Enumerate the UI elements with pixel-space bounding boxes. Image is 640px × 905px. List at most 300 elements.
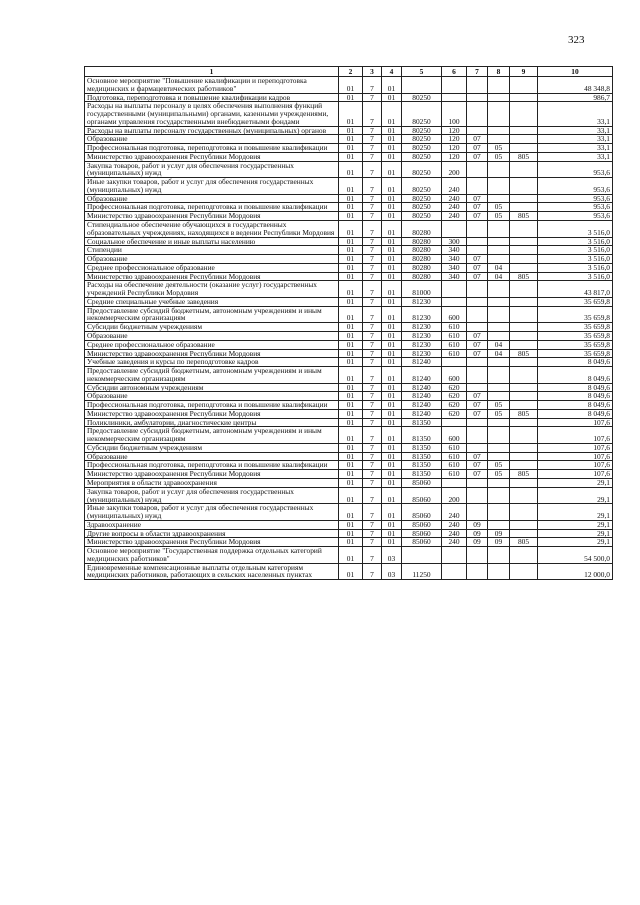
- row-code-cell: 85060: [402, 538, 442, 547]
- row-code-cell: 01: [339, 102, 363, 126]
- row-code-cell: 01: [339, 427, 363, 444]
- table-row: [85, 538, 613, 547]
- row-code-cell: 01: [339, 135, 363, 144]
- row-code-cell: 7: [363, 135, 382, 144]
- row-code-cell: 7: [363, 331, 382, 340]
- row-code-cell: 7: [363, 409, 382, 418]
- row-code-cell: 80250: [402, 126, 442, 135]
- row-code-cell: 01: [382, 461, 402, 470]
- row-code-cell: 05: [488, 203, 510, 212]
- budget-table: [84, 66, 613, 580]
- row-code-cell: 7: [363, 272, 382, 281]
- row-code-cell: 7: [363, 349, 382, 358]
- row-code-cell: [488, 93, 510, 102]
- row-code-cell: 81230: [402, 331, 442, 340]
- table-row: [85, 470, 613, 479]
- table-row: [85, 392, 613, 401]
- row-code-cell: [510, 383, 538, 392]
- row-code-cell: 05: [488, 212, 510, 221]
- row-code-cell: 07: [467, 263, 488, 272]
- row-code-cell: [442, 418, 467, 427]
- row-code-cell: 01: [339, 547, 363, 564]
- row-code-cell: 01: [382, 367, 402, 384]
- row-code-cell: 80280: [402, 237, 442, 246]
- row-code-cell: 07: [467, 461, 488, 470]
- row-code-cell: [467, 77, 488, 94]
- table-row: [85, 203, 613, 212]
- row-code-cell: 240: [442, 178, 467, 195]
- row-code-cell: 01: [382, 306, 402, 323]
- row-code-cell: 07: [467, 203, 488, 212]
- row-code-cell: 01: [339, 272, 363, 281]
- row-name-cell: Мероприятия в области здравоохранения: [85, 478, 339, 487]
- row-code-cell: 7: [363, 367, 382, 384]
- row-code-cell: 81230: [402, 297, 442, 306]
- row-code-cell: 7: [363, 297, 382, 306]
- column-header: 7: [467, 67, 488, 77]
- row-code-cell: 01: [382, 383, 402, 392]
- row-code-cell: 7: [363, 93, 382, 102]
- row-code-cell: 7: [363, 418, 382, 427]
- row-code-cell: [510, 452, 538, 461]
- row-code-cell: 01: [382, 487, 402, 504]
- row-amount-cell: 29,1: [538, 478, 613, 487]
- row-name-cell: Профессиональная подготовка, переподготовка и повышение квалификации: [85, 461, 339, 470]
- row-amount-cell: 107,6: [538, 452, 613, 461]
- row-code-cell: 81240: [402, 383, 442, 392]
- table-row: [85, 478, 613, 487]
- row-code-cell: 805: [510, 272, 538, 281]
- table-row: [85, 504, 613, 521]
- row-code-cell: 7: [363, 443, 382, 452]
- page-number: 323: [568, 34, 585, 46]
- row-code-cell: 09: [467, 529, 488, 538]
- row-code-cell: [510, 358, 538, 367]
- row-code-cell: 01: [382, 478, 402, 487]
- row-code-cell: 7: [363, 144, 382, 153]
- row-code-cell: 80250: [402, 135, 442, 144]
- row-code-cell: 05: [488, 152, 510, 161]
- row-code-cell: 01: [339, 221, 363, 238]
- row-name-cell: Основное мероприятие "Повышение квалификации и переподготовка медицинских и фармацевтических работников": [85, 77, 339, 94]
- row-code-cell: 200: [442, 487, 467, 504]
- table-row: [85, 427, 613, 444]
- row-code-cell: [488, 126, 510, 135]
- row-code-cell: 80250: [402, 102, 442, 126]
- row-code-cell: [488, 281, 510, 298]
- row-code-cell: 01: [382, 272, 402, 281]
- row-code-cell: 07: [467, 409, 488, 418]
- row-code-cell: 01: [339, 487, 363, 504]
- table-row: [85, 212, 613, 221]
- row-name-cell: Предоставление субсидий бюджетным, автономным учреждениям и иным некоммерческим организациям: [85, 306, 339, 323]
- table-row: [85, 529, 613, 538]
- row-code-cell: 01: [382, 194, 402, 203]
- row-code-cell: [467, 487, 488, 504]
- row-code-cell: [510, 401, 538, 410]
- row-code-cell: [510, 367, 538, 384]
- row-name-cell: Среднее профессиональное образование: [85, 340, 339, 349]
- row-name-cell: Основное мероприятие "Государственная поддержка отдельных категорий медицинских работников": [85, 547, 339, 564]
- table-row: [85, 178, 613, 195]
- row-code-cell: [510, 263, 538, 272]
- row-code-cell: 80250: [402, 152, 442, 161]
- row-name-cell: Образование: [85, 331, 339, 340]
- row-amount-cell: 33,1: [538, 144, 613, 153]
- row-amount-cell: 3 516,0: [538, 221, 613, 238]
- row-amount-cell: 35 659,8: [538, 297, 613, 306]
- row-code-cell: 340: [442, 263, 467, 272]
- row-code-cell: 7: [363, 461, 382, 470]
- row-code-cell: [488, 102, 510, 126]
- row-code-cell: [488, 367, 510, 384]
- row-code-cell: [488, 487, 510, 504]
- row-name-cell: Учебные заведения и курсы по переподготовке кадров: [85, 358, 339, 367]
- row-code-cell: 07: [467, 392, 488, 401]
- row-code-cell: [488, 563, 510, 580]
- row-code-cell: [510, 255, 538, 264]
- row-amount-cell: 43 817,0: [538, 281, 613, 298]
- row-code-cell: 100: [442, 102, 467, 126]
- row-code-cell: 01: [382, 340, 402, 349]
- row-amount-cell: 953,6: [538, 212, 613, 221]
- row-code-cell: 7: [363, 323, 382, 332]
- row-code-cell: 07: [467, 401, 488, 410]
- row-code-cell: [402, 77, 442, 94]
- row-code-cell: 07: [467, 349, 488, 358]
- row-code-cell: 81230: [402, 323, 442, 332]
- row-code-cell: 600: [442, 427, 467, 444]
- table-row: [85, 461, 613, 470]
- row-code-cell: [467, 161, 488, 178]
- row-code-cell: [510, 392, 538, 401]
- table-row: [85, 349, 613, 358]
- table-row: [85, 340, 613, 349]
- row-code-cell: 805: [510, 409, 538, 418]
- row-code-cell: 7: [363, 255, 382, 264]
- row-code-cell: 7: [363, 203, 382, 212]
- row-code-cell: 7: [363, 237, 382, 246]
- row-name-cell: Расходы на обеспечение деятельности (оказание услуг) государственных учреждений Республики Мордовия: [85, 281, 339, 298]
- row-code-cell: [467, 178, 488, 195]
- row-name-cell: Министерство здравоохранения Республики Мордовия: [85, 152, 339, 161]
- row-name-cell: Министерство здравоохранения Республики Мордовия: [85, 470, 339, 479]
- row-name-cell: Поликлиники, амбулатории, диагностические центры: [85, 418, 339, 427]
- row-code-cell: [467, 102, 488, 126]
- table-row: [85, 237, 613, 246]
- row-code-cell: 01: [382, 246, 402, 255]
- row-code-cell: 01: [382, 358, 402, 367]
- row-code-cell: [467, 93, 488, 102]
- column-header: 5: [402, 67, 442, 77]
- row-name-cell: Другие вопросы в области здравоохранения: [85, 529, 339, 538]
- row-code-cell: 80250: [402, 161, 442, 178]
- row-amount-cell: 3 516,0: [538, 272, 613, 281]
- row-amount-cell: 33,1: [538, 126, 613, 135]
- row-code-cell: 01: [382, 392, 402, 401]
- row-code-cell: 7: [363, 306, 382, 323]
- row-code-cell: 7: [363, 77, 382, 94]
- row-code-cell: 01: [382, 529, 402, 538]
- row-code-cell: 07: [467, 152, 488, 161]
- table-row: [85, 520, 613, 529]
- row-name-cell: Иные закупки товаров, работ и услуг для обеспечения государственных (муниципальных) нужд: [85, 178, 339, 195]
- row-amount-cell: 48 348,8: [538, 77, 613, 94]
- row-amount-cell: 35 659,8: [538, 340, 613, 349]
- row-code-cell: [442, 93, 467, 102]
- row-code-cell: 05: [488, 461, 510, 470]
- row-code-cell: [510, 237, 538, 246]
- row-code-cell: 01: [382, 255, 402, 264]
- row-code-cell: 01: [339, 538, 363, 547]
- row-code-cell: 81240: [402, 358, 442, 367]
- row-code-cell: 80280: [402, 246, 442, 255]
- row-code-cell: [442, 547, 467, 564]
- row-code-cell: 240: [442, 504, 467, 521]
- row-code-cell: [510, 563, 538, 580]
- row-code-cell: 01: [339, 392, 363, 401]
- row-code-cell: 04: [488, 272, 510, 281]
- row-name-cell: Профессиональная подготовка, переподготовка и повышение квалификации: [85, 203, 339, 212]
- row-name-cell: Субсидии бюджетным учреждениям: [85, 443, 339, 452]
- row-code-cell: 81350: [402, 427, 442, 444]
- row-code-cell: [467, 306, 488, 323]
- row-name-cell: Министерство здравоохранения Республики Мордовия: [85, 272, 339, 281]
- row-code-cell: 01: [382, 102, 402, 126]
- row-code-cell: 07: [467, 212, 488, 221]
- row-code-cell: 01: [339, 409, 363, 418]
- row-code-cell: 01: [339, 367, 363, 384]
- table-row: [85, 246, 613, 255]
- row-code-cell: 01: [382, 409, 402, 418]
- table-row: [85, 263, 613, 272]
- row-code-cell: 80280: [402, 263, 442, 272]
- row-code-cell: 240: [442, 529, 467, 538]
- row-code-cell: [467, 323, 488, 332]
- row-name-cell: Единовременные компенсационные выплаты отдельным категориям медицинских работников, работающих в сельских населенных пунктах: [85, 563, 339, 580]
- row-code-cell: 04: [488, 340, 510, 349]
- row-code-cell: [467, 297, 488, 306]
- row-code-cell: [510, 135, 538, 144]
- row-code-cell: 7: [363, 538, 382, 547]
- row-amount-cell: 33,1: [538, 152, 613, 161]
- row-code-cell: [510, 77, 538, 94]
- table-row: [85, 409, 613, 418]
- row-code-cell: [442, 297, 467, 306]
- row-amount-cell: 33,1: [538, 135, 613, 144]
- row-code-cell: [510, 529, 538, 538]
- row-code-cell: [510, 246, 538, 255]
- row-code-cell: [488, 478, 510, 487]
- table-row: [85, 443, 613, 452]
- row-code-cell: 81350: [402, 461, 442, 470]
- row-amount-cell: 3 516,0: [538, 263, 613, 272]
- table-row: [85, 144, 613, 153]
- row-code-cell: 240: [442, 212, 467, 221]
- row-code-cell: 01: [339, 470, 363, 479]
- row-code-cell: 01: [382, 443, 402, 452]
- row-code-cell: 01: [382, 520, 402, 529]
- row-code-cell: 01: [339, 563, 363, 580]
- row-code-cell: 7: [363, 194, 382, 203]
- row-code-cell: 81350: [402, 443, 442, 452]
- row-code-cell: 81350: [402, 418, 442, 427]
- row-code-cell: [488, 358, 510, 367]
- row-code-cell: 610: [442, 443, 467, 452]
- table-row: [85, 297, 613, 306]
- row-code-cell: 01: [382, 504, 402, 521]
- row-code-cell: 01: [339, 281, 363, 298]
- row-amount-cell: 12 000,0: [538, 563, 613, 580]
- row-amount-cell: 8 049,6: [538, 367, 613, 384]
- row-name-cell: Среднее профессиональное образование: [85, 263, 339, 272]
- row-code-cell: 610: [442, 323, 467, 332]
- row-code-cell: 01: [339, 478, 363, 487]
- row-code-cell: 7: [363, 383, 382, 392]
- row-code-cell: 01: [382, 152, 402, 161]
- row-code-cell: [488, 547, 510, 564]
- column-header: 6: [442, 67, 467, 77]
- row-amount-cell: 29,1: [538, 520, 613, 529]
- table-header-row: [85, 67, 613, 77]
- row-amount-cell: 953,6: [538, 203, 613, 212]
- row-code-cell: 120: [442, 126, 467, 135]
- row-code-cell: 610: [442, 452, 467, 461]
- row-name-cell: Расходы на выплаты персоналу государственных (муниципальных) органов: [85, 126, 339, 135]
- row-code-cell: 01: [382, 77, 402, 94]
- row-code-cell: 7: [363, 529, 382, 538]
- row-code-cell: [510, 461, 538, 470]
- row-code-cell: 600: [442, 367, 467, 384]
- row-code-cell: 01: [339, 461, 363, 470]
- row-code-cell: 01: [382, 178, 402, 195]
- row-name-cell: Министерство здравоохранения Республики Мордовия: [85, 349, 339, 358]
- row-code-cell: 7: [363, 126, 382, 135]
- row-amount-cell: 54 500,0: [538, 547, 613, 564]
- row-code-cell: 7: [363, 161, 382, 178]
- row-amount-cell: 3 516,0: [538, 246, 613, 255]
- row-code-cell: 805: [510, 212, 538, 221]
- row-code-cell: [442, 281, 467, 298]
- row-code-cell: 05: [488, 470, 510, 479]
- table-row: [85, 323, 613, 332]
- row-code-cell: 01: [382, 418, 402, 427]
- row-code-cell: 300: [442, 237, 467, 246]
- row-code-cell: 240: [442, 194, 467, 203]
- row-code-cell: [488, 246, 510, 255]
- row-code-cell: [488, 427, 510, 444]
- row-amount-cell: 953,6: [538, 178, 613, 195]
- row-code-cell: 09: [467, 538, 488, 547]
- row-code-cell: 01: [382, 452, 402, 461]
- row-code-cell: [488, 418, 510, 427]
- row-code-cell: 01: [339, 452, 363, 461]
- row-code-cell: [467, 358, 488, 367]
- row-code-cell: 01: [339, 529, 363, 538]
- table-row: [85, 194, 613, 203]
- row-code-cell: [510, 504, 538, 521]
- row-name-cell: Закупка товаров, работ и услуг для обеспечения государственных (муниципальных) нужд: [85, 161, 339, 178]
- row-code-cell: 01: [339, 383, 363, 392]
- row-code-cell: 85060: [402, 520, 442, 529]
- row-code-cell: [488, 237, 510, 246]
- row-code-cell: 01: [339, 144, 363, 153]
- row-code-cell: [442, 563, 467, 580]
- table-row: [85, 135, 613, 144]
- row-code-cell: 610: [442, 461, 467, 470]
- row-code-cell: [467, 563, 488, 580]
- table-row: [85, 401, 613, 410]
- row-code-cell: 01: [339, 297, 363, 306]
- table-row: [85, 358, 613, 367]
- row-name-cell: Подготовка, переподготовка и повышение квалификации кадров: [85, 93, 339, 102]
- row-code-cell: 81240: [402, 401, 442, 410]
- row-code-cell: [510, 323, 538, 332]
- row-code-cell: 01: [382, 212, 402, 221]
- row-amount-cell: 986,7: [538, 93, 613, 102]
- row-name-cell: Образование: [85, 255, 339, 264]
- row-code-cell: 01: [339, 126, 363, 135]
- row-code-cell: [488, 323, 510, 332]
- row-code-cell: 610: [442, 470, 467, 479]
- row-code-cell: 81000: [402, 281, 442, 298]
- column-header: 10: [538, 67, 613, 77]
- row-code-cell: 7: [363, 452, 382, 461]
- row-code-cell: 01: [382, 221, 402, 238]
- row-code-cell: [467, 246, 488, 255]
- row-code-cell: [467, 418, 488, 427]
- row-code-cell: [510, 203, 538, 212]
- row-name-cell: Предоставление субсидий бюджетным, автономным учреждениям и иным некоммерческим организациям: [85, 367, 339, 384]
- row-code-cell: 7: [363, 281, 382, 298]
- table-row: [85, 93, 613, 102]
- row-code-cell: 240: [442, 520, 467, 529]
- row-code-cell: 81240: [402, 409, 442, 418]
- row-code-cell: 01: [339, 246, 363, 255]
- row-name-cell: Стипендиальное обеспечение обучающихся в государственных образовательных учреждениях, находящихся в ведении Республики Мордовия: [85, 221, 339, 238]
- row-code-cell: 01: [382, 349, 402, 358]
- row-code-cell: [467, 237, 488, 246]
- row-code-cell: 620: [442, 383, 467, 392]
- row-code-cell: 01: [339, 520, 363, 529]
- row-code-cell: 7: [363, 504, 382, 521]
- row-code-cell: 07: [467, 135, 488, 144]
- row-code-cell: 01: [339, 93, 363, 102]
- row-name-cell: Предоставление субсидий бюджетным, автономным учреждениям и иным некоммерческим организациям: [85, 427, 339, 444]
- row-code-cell: 07: [467, 194, 488, 203]
- row-code-cell: 805: [510, 470, 538, 479]
- row-code-cell: 200: [442, 161, 467, 178]
- row-code-cell: [488, 297, 510, 306]
- row-code-cell: [510, 102, 538, 126]
- row-code-cell: 01: [382, 203, 402, 212]
- row-code-cell: 01: [339, 331, 363, 340]
- row-code-cell: [488, 331, 510, 340]
- row-amount-cell: 107,6: [538, 418, 613, 427]
- row-code-cell: 7: [363, 520, 382, 529]
- row-code-cell: 01: [382, 427, 402, 444]
- table-row: [85, 331, 613, 340]
- row-code-cell: 01: [382, 323, 402, 332]
- row-code-cell: 805: [510, 538, 538, 547]
- row-code-cell: 01: [339, 152, 363, 161]
- row-code-cell: 340: [442, 255, 467, 264]
- row-code-cell: 80250: [402, 144, 442, 153]
- table-row: [85, 452, 613, 461]
- row-name-cell: Министерство здравоохранения Республики Мордовия: [85, 212, 339, 221]
- row-code-cell: 01: [382, 297, 402, 306]
- row-code-cell: [488, 306, 510, 323]
